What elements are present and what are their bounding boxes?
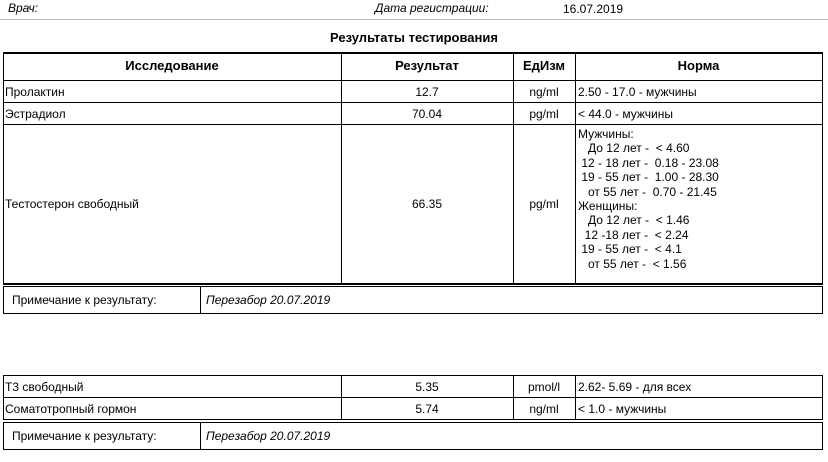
unit-value: pmol/l [527, 380, 560, 394]
norm-value: < 1.0 - мужчины [578, 402, 667, 416]
test-name: Т3 свободный [5, 380, 84, 394]
column-header-result: Результат [395, 58, 459, 73]
column-header-norm: Норма [677, 58, 720, 73]
norm-value: 2.62- 5.69 - для всех [578, 380, 692, 394]
result-value: 12.7 [415, 85, 439, 99]
note-value: Перезабор 20.07.2019 [206, 429, 331, 443]
norm-ranges [578, 127, 719, 271]
note-value: Перезабор 20.07.2019 [206, 293, 331, 307]
norm-line: Женщины: [578, 199, 638, 214]
norm-line: 12 -18 лет - < 2.24 [578, 227, 689, 242]
norm-line: 19 - 55 лет - 1.00 - 28.30 [578, 170, 719, 185]
result-value: 66.35 [411, 197, 443, 211]
norm-line: 12 - 18 лет - 0.18 - 23.08 [578, 155, 719, 170]
doctor-label: Врач: [8, 1, 39, 15]
test-name: Эстрадиол [5, 107, 66, 121]
column-header-unit: ЕдИзм [522, 58, 566, 73]
result-value: 5.35 [415, 380, 439, 394]
unit-value: ng/ml [529, 402, 559, 416]
unit-value: pg/ml [529, 197, 559, 211]
note-label: Примечание к результату: [12, 293, 157, 307]
test-name: Пролактин [5, 85, 65, 99]
norm-line: от 55 лет - 0.70 - 21.45 [578, 184, 717, 199]
test-name: Соматотропный гормон [5, 402, 137, 416]
norm-value: 2.50 - 17.0 - мужчины [578, 85, 697, 99]
norm-line: До 12 лет - < 4.60 [578, 141, 690, 156]
column-header-test: Исследование [125, 58, 219, 73]
norm-line: от 55 лет - < 1.56 [578, 256, 687, 271]
note-label: Примечание к результату: [12, 429, 157, 443]
result-value: 70.04 [411, 107, 443, 121]
unit-value: ng/ml [529, 85, 559, 99]
registration-date-value: 16.07.2019 [563, 2, 624, 16]
header-divider [0, 19, 828, 20]
norm-line: Мужчины: [578, 127, 634, 141]
unit-value: pg/ml [529, 107, 559, 121]
norm-line: 19 - 55 лет - < 4.1 [578, 242, 682, 257]
result-value: 5.74 [415, 402, 439, 416]
test-name: Тестостерон свободный [5, 197, 139, 211]
registration-date-label: Дата регистрации: [375, 1, 489, 15]
norm-line: До 12 лет - < 1.46 [578, 213, 690, 228]
norm-value: < 44.0 - мужчины [578, 107, 673, 121]
page-title: Результаты тестирования [330, 30, 498, 45]
